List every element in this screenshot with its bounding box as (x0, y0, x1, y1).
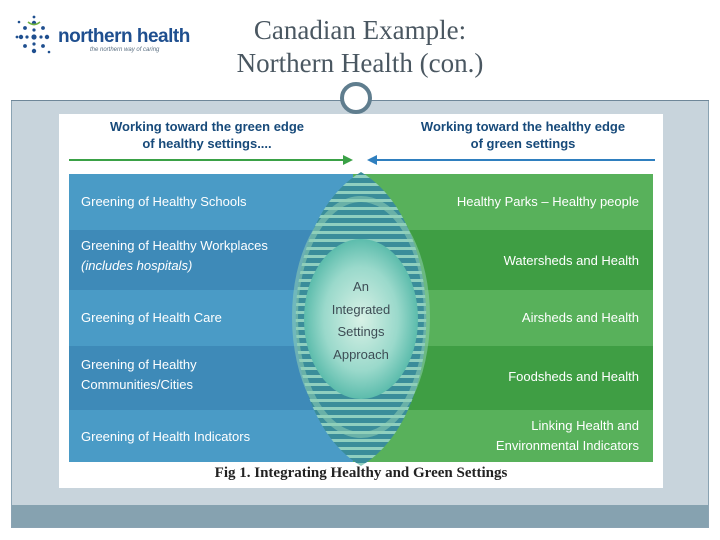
left-heading-line-2: of healthy settings.... (142, 136, 272, 151)
slide-title-line-1: Canadian Example: (253, 15, 467, 45)
left-item-5 (81, 427, 250, 447)
center-line-1: An (353, 279, 369, 294)
figure-integrated-settings (59, 114, 663, 488)
arrow-toward-center-icon (69, 155, 353, 165)
right-item-2 (504, 251, 639, 271)
left-item-3-line-1: Greening of Health Care (81, 310, 222, 325)
center-line-4: Approach (333, 346, 389, 362)
logo-tagline: the northern way of caring (90, 47, 160, 53)
arrow-from-right-icon (367, 155, 655, 165)
right-item-4 (508, 367, 639, 387)
right-item-1-line-1: Healthy Parks – Healthy people (456, 194, 639, 209)
left-item-5-line-1: Greening of Health Indicators (81, 429, 251, 444)
right-item-3-line-1: Airsheds and Health (521, 310, 639, 325)
right-item-4-line-1: Foodsheds and Health (508, 369, 639, 384)
left-item-2-line-2: (includes hospitals) (81, 258, 193, 273)
slide-title (190, 14, 530, 80)
left-item-4-line-2: Communities/Cities (81, 377, 193, 392)
left-item-1 (81, 192, 246, 212)
center-label (301, 276, 421, 366)
slide-footer-bar (12, 505, 708, 527)
right-item-2-line-1: Watersheds and Health (503, 253, 639, 268)
left-item-2 (81, 236, 268, 276)
right-item-1 (457, 192, 639, 212)
northern-health-logo (14, 14, 194, 60)
circle-ornament-icon (340, 82, 372, 114)
right-heading-line-2: of green settings (470, 136, 576, 151)
right-heading-line-1: Working toward the healthy edge (420, 119, 626, 134)
center-line-3: Settings (337, 324, 385, 339)
center-line-2: Integrated (331, 301, 391, 317)
left-item-4-line-1: Greening of Healthy (81, 357, 197, 372)
left-item-2-line-1: Greening of Healthy Workplaces (81, 238, 268, 253)
left-item-1-line-1: Greening of Healthy Schools (81, 194, 247, 209)
left-heading-line-1: Working toward the green edge (109, 119, 305, 134)
left-item-4 (81, 355, 197, 395)
left-item-3 (81, 308, 222, 328)
logo-name: northern health (58, 26, 190, 47)
right-item-5-line-1: Linking Health and (531, 418, 639, 433)
logo-mark-icon (14, 14, 54, 60)
slide-title-line-2: Northern Health (con.) (236, 48, 484, 78)
right-item-5-line-2: Environmental Indicators (495, 438, 639, 453)
figure-caption: Fig 1. Integrating Healthy and Green Settings (214, 465, 508, 481)
right-item-5 (496, 416, 639, 456)
right-item-3 (522, 308, 639, 328)
